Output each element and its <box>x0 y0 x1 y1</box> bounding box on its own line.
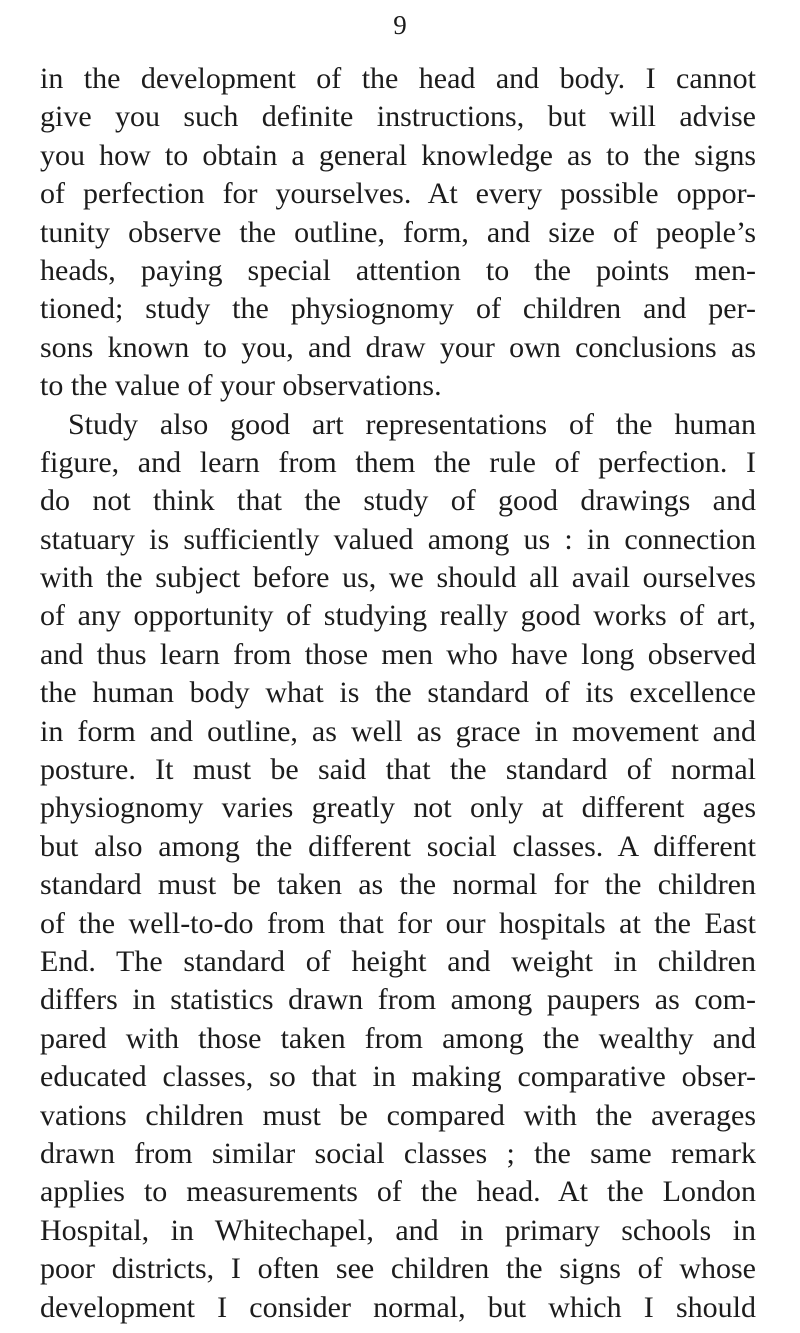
text-line: pared with those taken from among the wealthy and <box>40 1021 756 1055</box>
text-line: do not think that the study of good drawings and <box>40 484 756 518</box>
text-line: but also among the different social classes. A different <box>40 829 756 863</box>
page-number: 9 <box>393 10 407 40</box>
text-line: and thus learn from those men who have long observed <box>40 637 756 671</box>
text-line: heads, paying special attention to the points men- <box>40 253 756 287</box>
text-line: applies to measurements of the head. At the London <box>40 1175 756 1209</box>
text-line: vations children must be compared with the averages <box>40 1098 756 1132</box>
text-line: you how to obtain a general knowledge as to the signs <box>40 138 756 172</box>
text-line: figure, and learn from them the rule of perfection. I <box>40 445 756 479</box>
text-line: physiognomy varies greatly not only at different ages <box>40 791 756 825</box>
text-line: educated classes, so that in making comparative obser- <box>40 1060 756 1094</box>
text-line: drawn from similar social classes ; the same remark <box>40 1136 756 1170</box>
text-line: End. The standard of height and weight in children <box>40 944 756 978</box>
text-line: of any opportunity of studying really good works of art, <box>40 599 756 633</box>
text-line: the human body what is the standard of its excellence <box>40 676 756 710</box>
text-line: differs in statistics drawn from among paupers as com- <box>40 983 756 1017</box>
text-line: poor districts, I often see children the signs of whose <box>40 1252 756 1286</box>
text-line: development I consider normal, but which I should <box>40 1290 756 1324</box>
text-line: of perfection for yourselves. At every possible oppor- <box>40 177 756 211</box>
text-line: posture. It must be said that the standard of normal <box>40 753 756 787</box>
paragraph-end-line: to the value of your observations. <box>40 369 442 403</box>
paragraph-start-line: Study also good art representations of the human <box>68 407 756 441</box>
text-line: in form and outline, as well as grace in movement and <box>40 714 756 748</box>
text-line: with the subject before us, we should all avail ourselves <box>40 561 756 595</box>
text-line: statuary is sufficiently valued among us : in connection <box>40 522 756 556</box>
text-line: in the development of the head and body. I cannot <box>40 62 756 95</box>
text-line: Hospital, in Whitechapel, and in primary schools in <box>40 1213 756 1247</box>
text-line: standard must be taken as the normal for the children <box>40 868 756 902</box>
body-text <box>40 60 756 1327</box>
text-line: of the well-to-do from that for our hospitals at the East <box>40 906 756 940</box>
text-line: sons known to you, and draw your own conclusions as <box>40 330 756 364</box>
text-line: tunity observe the outline, form, and size of people’s <box>40 215 756 249</box>
text-line: tioned; study the physiognomy of children and per- <box>40 292 756 326</box>
text-line: give you such definite instructions, but will advise <box>40 100 756 134</box>
